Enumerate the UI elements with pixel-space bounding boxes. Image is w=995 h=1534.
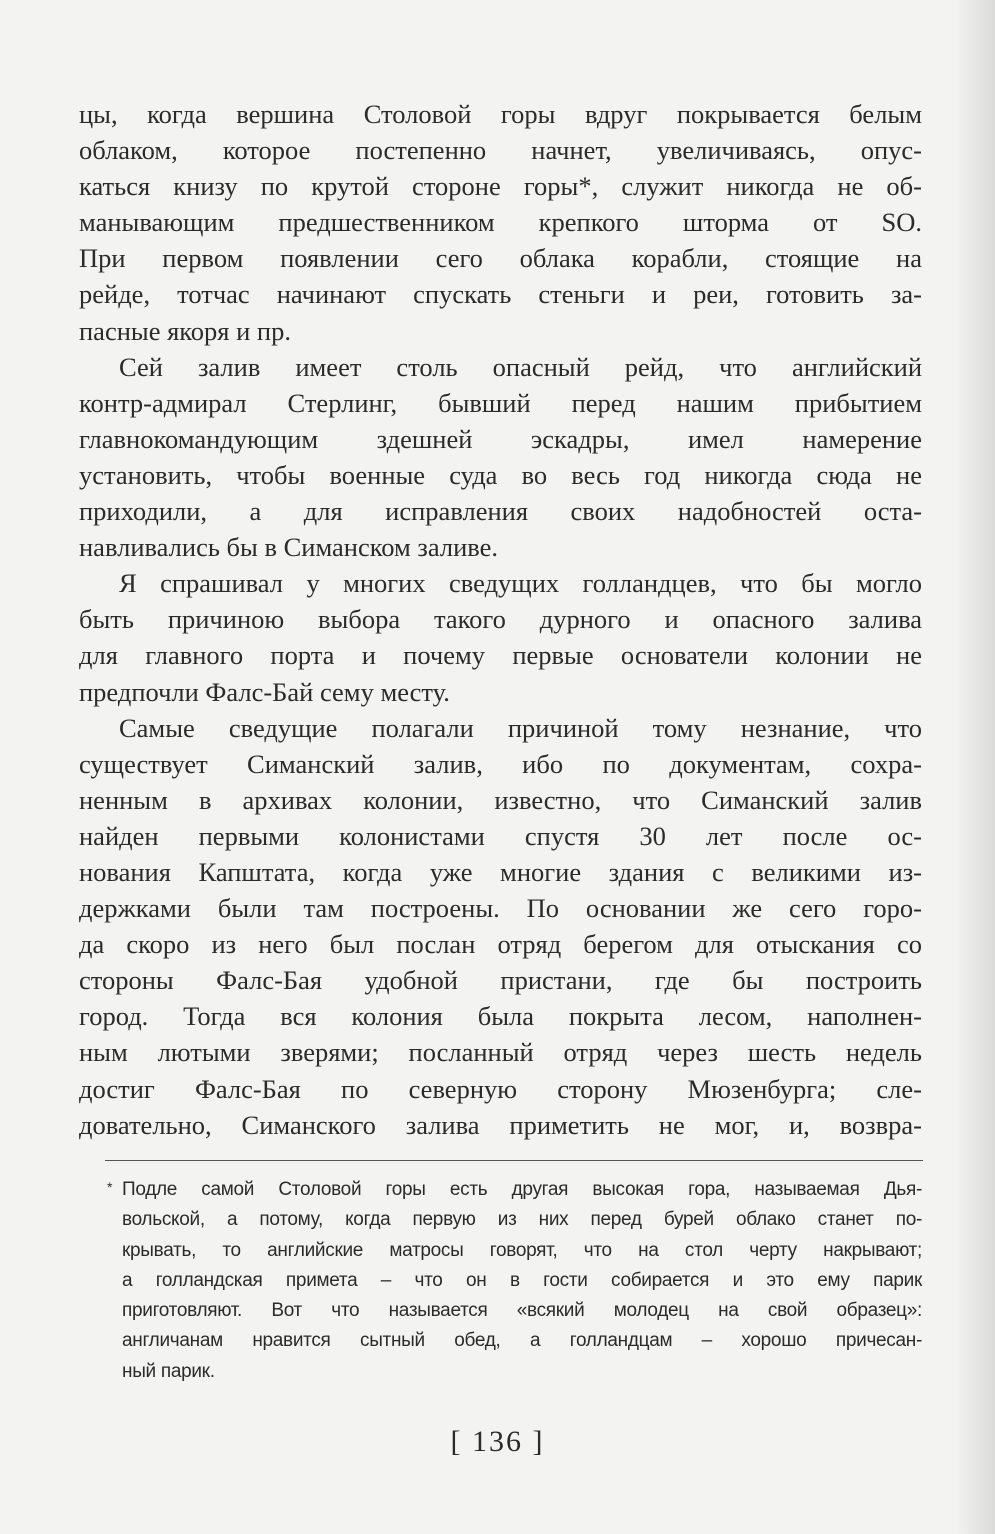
text-line: нования Капштата, когда уже многие здания с великими из- xyxy=(79,856,922,887)
text-line: манывающим предшественником крепкого шторма от SO. xyxy=(79,207,922,238)
page-number: [ 136 ] xyxy=(450,1425,545,1458)
footnote-divider xyxy=(105,1160,923,1161)
text-line: Самые сведущие полагали причиной тому незнание, что xyxy=(119,712,922,743)
text-line: существует Симанский залив, ибо по документам, сохра- xyxy=(79,748,922,779)
footnote-line: крывать, то английские матросы говорят, что на стол черту накрывают; xyxy=(122,1239,922,1261)
text-line: приходили, а для исправления своих надобностей оста- xyxy=(79,496,922,527)
text-line: облаком, которое постепенно начнет, увеличиваясь, опус- xyxy=(79,135,922,166)
paragraph xyxy=(79,349,922,566)
text-line: город. Тогда вся колония была покрыта лесом, наполнен- xyxy=(79,1001,922,1032)
footnote-marker: * xyxy=(107,1179,113,1195)
text-line: рейде, тотчас начинают спускать стеньги и реи, готовить за- xyxy=(79,279,922,310)
text-line: цы, когда вершина Столовой горы вдруг покрывается белым xyxy=(79,99,922,129)
paragraph xyxy=(79,565,922,709)
text-line: установить, чтобы военные суда во весь год никогда сюда не xyxy=(79,459,922,490)
text-line: При первом появлении сего облака корабли, стоящие на xyxy=(79,243,922,274)
text-line: предпочли Фалс-Бай сему месту. xyxy=(79,676,450,707)
footnote-line: ный парик. xyxy=(122,1360,215,1382)
text-line: навливались бы в Симанском заливе. xyxy=(79,532,499,563)
text-line: каться книзу по крутой стороне горы*, служит никогда не об- xyxy=(79,171,922,202)
text-line: держками были там построены. По основании же сего горо- xyxy=(79,893,922,924)
text-line: для главного порта и почему первые основатели колонии не xyxy=(79,640,922,671)
footnote-line: Подле самой Столовой горы есть другая высокая гора, называемая Дья- xyxy=(122,1179,922,1200)
text-line: довательно, Симанского залива приметить не мог, и, возвра- xyxy=(79,1109,922,1140)
text-line: Я спрашивал у многих сведущих голландцев, что бы могло xyxy=(119,568,922,599)
text-line: ным лютыми зверями; посланный отряд через шесть недель xyxy=(79,1037,922,1068)
text-line: быть причиною выбора такого дурного и опасного залива xyxy=(79,604,922,635)
page-edge-shadow xyxy=(955,0,995,1534)
text-line: да скоро из него был послан отряд берегом для отыскания со xyxy=(79,929,922,960)
footnote xyxy=(107,1175,922,1387)
text-line: найден первыми колонистами спустя 30 лет после ос- xyxy=(79,820,922,851)
text-line: контр-адмирал Стерлинг, бывший перед нашим прибытием xyxy=(79,387,922,418)
text-line: пасные якоря и пр. xyxy=(79,315,291,346)
footnote-line: вольской, а потому, когда первую из них перед бурей облако станет по- xyxy=(122,1209,922,1231)
text-line: стороны Фалс-Бая удобной пристани, где бы построить xyxy=(79,965,922,996)
text-line: ненным в архивах колонии, известно, что Симанский залив xyxy=(79,784,922,815)
text-line: достиг Фалс-Бая по северную сторону Мюзенбурга; сле- xyxy=(79,1073,922,1104)
body-text xyxy=(79,96,922,1143)
footnote-line: приготовляют. Вот что называется «всякий молодец на свой образец»: xyxy=(122,1300,922,1322)
paragraph xyxy=(79,96,922,349)
text-line: Сей залив имеет столь опасный рейд, что английский xyxy=(119,351,922,382)
paragraph xyxy=(79,710,922,1143)
footnote-line: англичанам нравится сытный обед, а голландцам – хорошо причесан- xyxy=(122,1330,922,1352)
text-line: главнокомандующим здешней эскадры, имел намерение xyxy=(79,423,922,454)
footnote-line: а голландская примета – что он в гости собирается и это ему парик xyxy=(122,1269,922,1291)
